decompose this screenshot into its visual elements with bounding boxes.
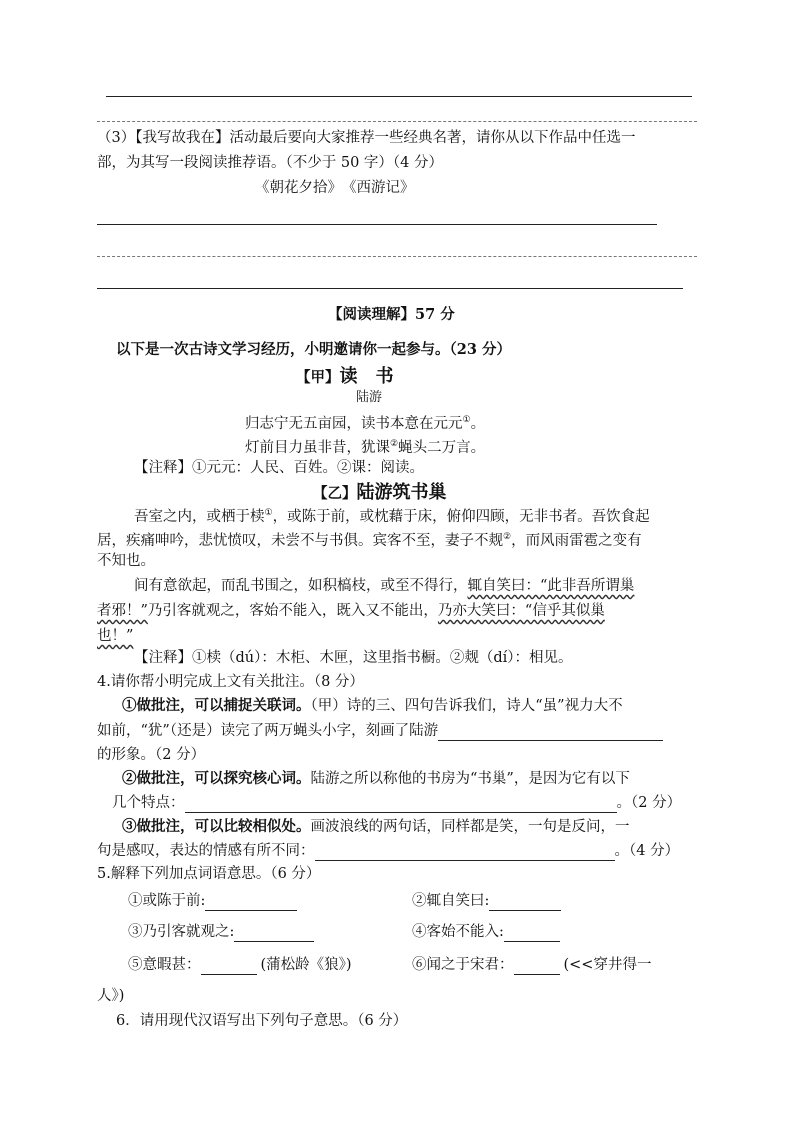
q3-line1: （3）【我写故我在】活动最后要向大家推荐一些经典名著，请你从以下作品中任选一 (97, 130, 636, 146)
q4-a-text2: 如前，“犹”（还是）读完了两万蝇头小字，刻画了陆游 (97, 723, 439, 739)
poem-line1-end: 。 (470, 415, 486, 432)
wavy-sentence: 者邪！” (97, 603, 148, 619)
prose-text: 吾室之内，或栖于椟 (134, 508, 265, 525)
answer-blank[interactable] (315, 844, 615, 861)
q4-a-line2 (97, 721, 663, 741)
q4-b-text: 陆游之所以称他的书房为“书巢”，是因为它有以下 (310, 771, 630, 787)
q5-title: 5.解释下列加点词语意思。（6 分） (97, 866, 321, 882)
prose-heading (313, 478, 447, 504)
q5-item-label: ⑥闻之于宋君： (412, 957, 514, 973)
q6-title: 6．请用现代汉语写出下列句子意思。（6 分） (116, 1013, 408, 1029)
answer-blank[interactable] (504, 925, 560, 942)
answer-line (97, 121, 697, 122)
q5-item-6 (412, 955, 651, 975)
q4-a-line1 (122, 696, 623, 716)
poem-title: 读 书 (339, 366, 394, 387)
reading-intro: 以下是一次古诗文学习经历，小明邀请你一起参与。（23 分） (116, 341, 511, 358)
q4-a-text: （甲）诗的三、四句告诉我们，诗人“虽”视力大不 (310, 698, 623, 714)
q5-item-label: ①或陈于前: (128, 893, 206, 909)
q5-item-4 (412, 922, 560, 942)
answer-line (97, 288, 683, 289)
q4-b-line2 (112, 793, 681, 813)
answer-blank[interactable] (201, 958, 257, 975)
q4-c-text2: 句是感叹，表达的情感有所不同： (97, 843, 315, 859)
note-marker: ② (390, 439, 399, 449)
prose-notes: 【注释】①椟（dú）：木柜、木匣，这里指书橱。②觌（dí）：相见。 (134, 650, 573, 666)
answer-line (97, 256, 697, 257)
q5-item-label: ②辄自笑曰: (412, 893, 490, 909)
q5-item-label: ④客始不能入: (412, 924, 504, 940)
answer-blank[interactable] (185, 796, 617, 813)
wavy-sentence: 辄自笑曰：“此非吾所谓巢 (467, 578, 635, 594)
q5-source: (蒲松龄《狼》) (260, 957, 352, 973)
prose-p1-l1 (134, 503, 650, 527)
poem-line1 (245, 410, 485, 434)
q4-b-line1 (122, 769, 630, 789)
q4-c-label: ③做批注，可以比较相似处。 (122, 818, 311, 835)
q5-item-1 (128, 891, 297, 911)
poem-heading (296, 362, 394, 388)
q5-item-label: ⑤意暇甚： (128, 957, 201, 973)
prose-text: 居，疾痛呻吟，悲忧愤叹，未尝不与书俱。宾客不至，妻子不觌 (97, 532, 503, 549)
poem-author: 陆游 (356, 390, 383, 405)
prose-text: 乃引客就观之，客始不能入，既入又不能出， (147, 603, 438, 619)
answer-line (97, 224, 657, 225)
q3-books: 《朝花夕拾》 《西游记》 (255, 180, 415, 196)
poem-line1-text: 归志宁无五亩园，读书本意在元元 (245, 415, 463, 432)
note-marker: ② (503, 532, 512, 542)
q5-item-5 (128, 955, 352, 975)
prose-p2-l3 (97, 626, 133, 646)
answer-blank[interactable] (438, 724, 663, 741)
q5-item-label: ③乃引客就观之: (128, 924, 235, 940)
poem-line2 (245, 434, 485, 458)
q4-b-label: ②做批注，可以探究核心词。 (122, 770, 311, 787)
prose-p1-l2 (97, 527, 642, 551)
answer-blank[interactable] (234, 925, 314, 942)
q4-title: 4.请你帮小明完成上文有关批注。（8 分） (97, 674, 364, 690)
q5-source: (<<穿井得一 (563, 957, 652, 973)
note-marker: ① (264, 508, 273, 518)
prose-text: 间有意欲起，而乱书围之，如积槁枝，或至不得行， (134, 578, 468, 594)
poem-line2-b: 蝇头二万言。 (398, 439, 486, 456)
answer-line (106, 96, 692, 97)
answer-blank[interactable] (205, 894, 297, 911)
prose-p2-l1 (134, 576, 634, 596)
answer-blank[interactable] (489, 894, 561, 911)
q4-b-score: 。（2 分） (616, 795, 682, 811)
prose-title: 陆游筑书巢 (356, 482, 447, 503)
q4-c-line2 (97, 841, 679, 861)
q4-b-text2: 几个特点： (112, 795, 185, 811)
prose-p1-l3: 不知也。 (97, 553, 155, 569)
wavy-sentence: 乃亦大笑曰：“信乎其似巢 (437, 603, 605, 619)
section-title: 【阅读理解】57 分 (328, 306, 455, 323)
q5-source-cont: 人》) (97, 988, 125, 1004)
q4-c-line1 (122, 817, 630, 837)
poem-line2-a: 灯前目力虽非昔，犹课 (245, 439, 390, 456)
q4-c-score: 。（4 分） (614, 843, 680, 859)
wavy-sentence: 也！” (97, 628, 134, 644)
q4-a-label: ①做批注，可以捕捉关联词。 (122, 697, 311, 714)
q5-item-2 (412, 891, 561, 911)
poem-label: 【甲】 (296, 369, 340, 386)
prose-p2-l2 (97, 601, 605, 621)
q5-item-3 (128, 922, 314, 942)
q3-line2: 部，为其写一段阅读推荐语。（不少于 50 字）（4 分） (97, 155, 444, 171)
poem-notes: 【注释】①元元：人民、百姓。②课：阅读。 (134, 460, 424, 476)
note-marker: ① (462, 415, 471, 425)
q4-c-text: 画波浪线的两句话，同样都是笑，一句是反问，一 (310, 819, 630, 835)
q4-a-line3: 的形象。（2 分） (97, 747, 206, 763)
prose-label: 【乙】 (313, 485, 357, 502)
prose-text: ，或陈于前，或枕藉于床，俯仰四顾，无非书者。吾饮食起 (272, 508, 650, 525)
prose-text: ，而风雨雷雹之变有 (511, 532, 642, 549)
answer-blank[interactable] (514, 958, 560, 975)
